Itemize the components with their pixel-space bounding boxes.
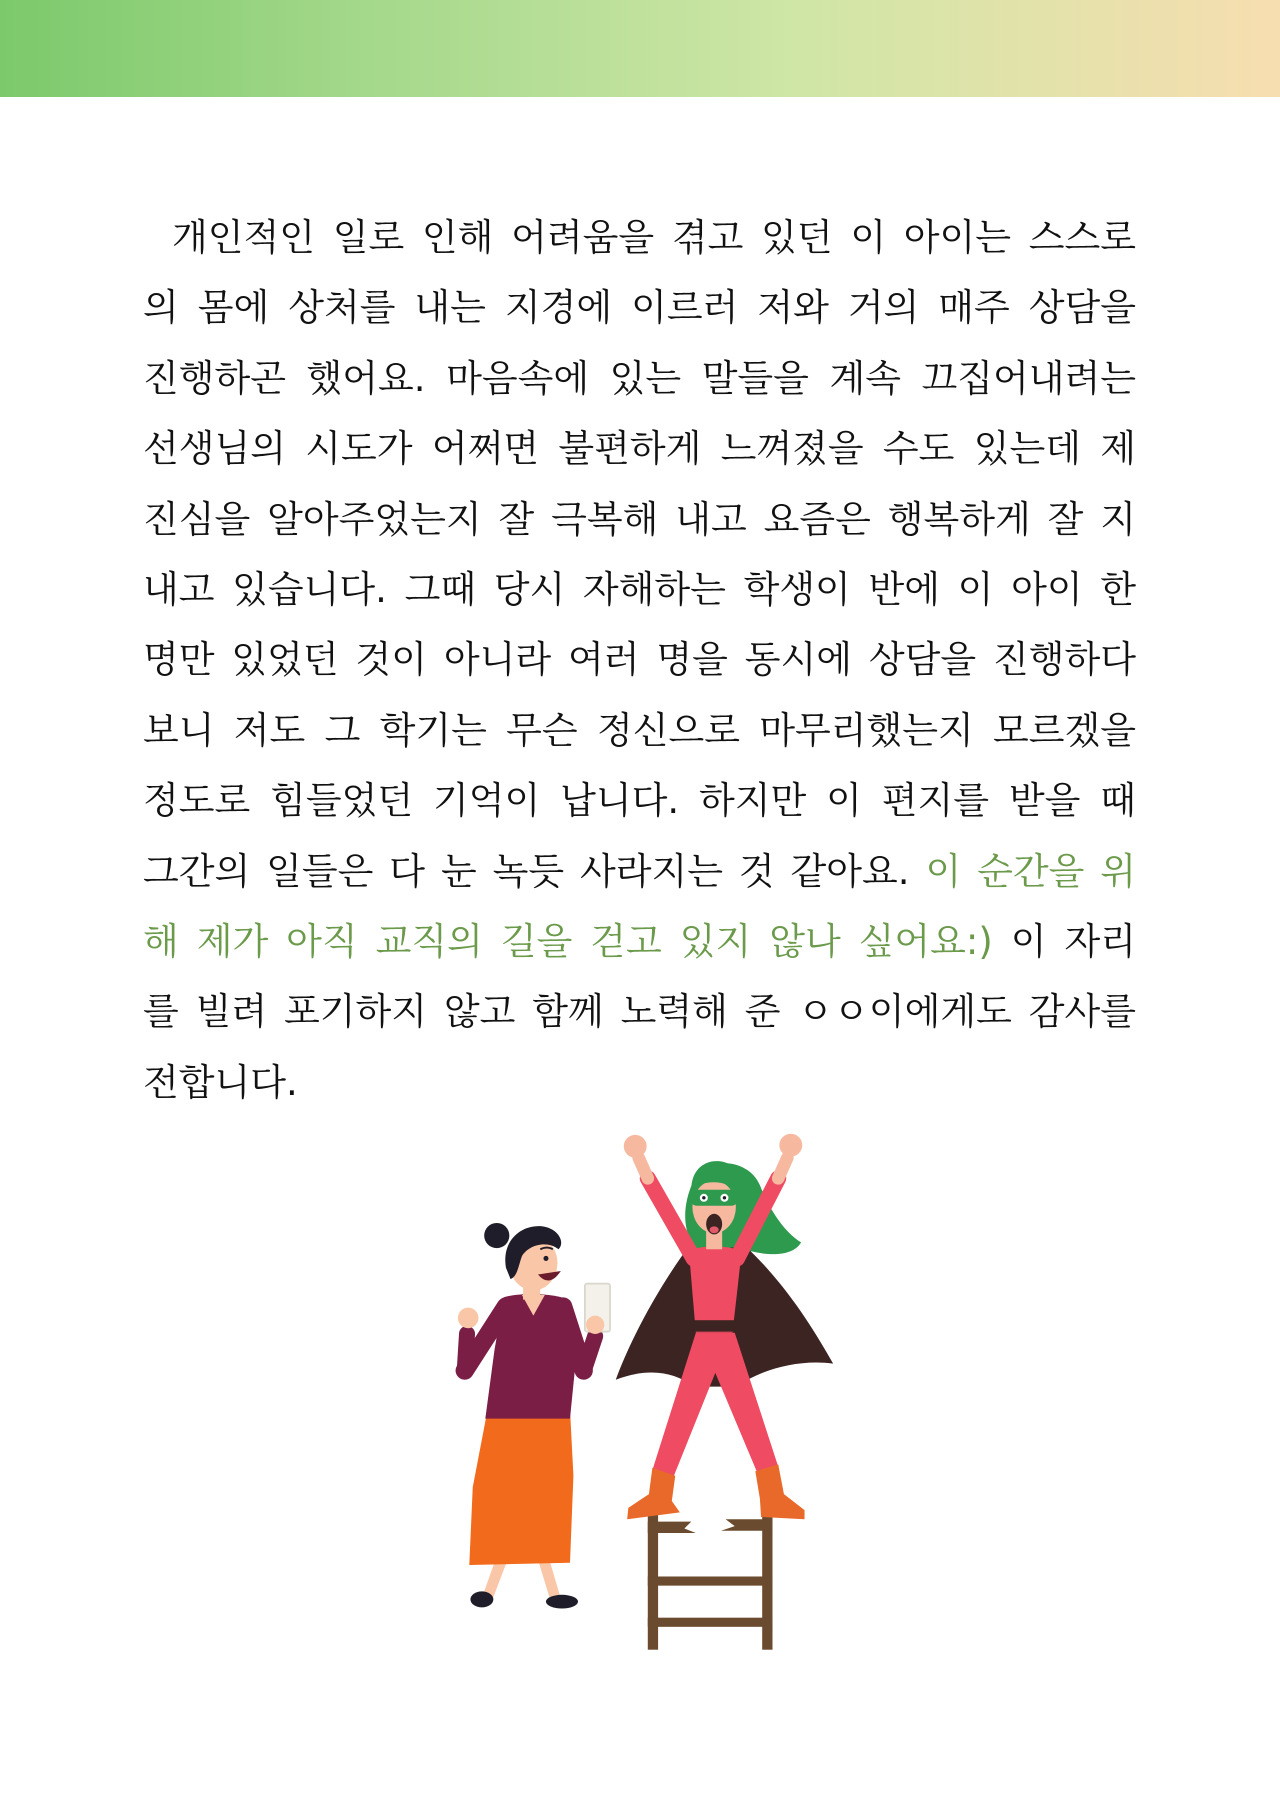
woman-hair-bun <box>484 1223 509 1248</box>
teacher-and-superhero-illustration <box>451 1121 840 1659</box>
superhero-figure <box>616 1134 833 1520</box>
letter-line-text: 그간의 일들은 다 눈 녹듯 사라지는 것 같아요. <box>143 849 910 893</box>
superhero-right-pupil <box>723 1196 726 1199</box>
letter-line <box>143 1048 1136 1118</box>
letter-line <box>143 907 1136 977</box>
letter-line-text: 정도로 힘들었던 기억이 납니다. 하지만 이 편지를 받을 때 <box>143 779 1136 823</box>
superhero-right-boot <box>755 1464 804 1519</box>
ladder-broken-rung-right <box>721 1519 772 1530</box>
letter-line <box>143 837 1136 907</box>
letter-line-text: 진심을 알아주었는지 잘 극복해 내고 요즘은 행복하게 잘 지 <box>143 497 1136 541</box>
superhero-left-fist <box>624 1135 647 1158</box>
superhero-left-forearm <box>639 1158 648 1179</box>
woman-figure <box>458 1223 610 1609</box>
letter-line <box>143 555 1136 625</box>
letter-line-text: 이 자리 <box>1010 919 1136 963</box>
superhero-right-forearm <box>778 1158 787 1179</box>
woman-right-forearm <box>584 1336 595 1370</box>
letter-line-text: 의 몸에 상처를 내는 지경에 이르러 저와 거의 매주 상담을 <box>143 286 1136 330</box>
letter-line-text: 진행하곤 했어요. 마음속에 있는 말들을 계속 끄집어내려는 <box>143 356 1136 400</box>
woman-right-hand <box>586 1316 604 1334</box>
broken-ladder <box>648 1508 773 1650</box>
letter-line-text: 명만 있었던 것이 아니라 여러 명을 동시에 상담을 진행하다 <box>143 638 1136 682</box>
letter-line <box>143 344 1136 414</box>
letter-body <box>143 203 1136 1118</box>
ladder-rung <box>648 1576 773 1585</box>
superhero-tongue <box>710 1226 719 1233</box>
letter-line-text: 개인적인 일로 인해 어려움을 겪고 있던 이 아이는 스스로 <box>172 216 1136 259</box>
highlighted-text: 이 순간을 위 <box>925 849 1136 893</box>
superhero-left-pupil <box>702 1196 705 1199</box>
letter-line-text: 전합니다. <box>143 1060 298 1104</box>
ladder-rung <box>648 1618 773 1627</box>
woman-skirt <box>469 1409 573 1565</box>
letter-line-text: 를 빌려 포기하지 않고 함께 노력해 준 ㅇㅇ이에게도 감사를 <box>143 990 1136 1034</box>
highlighted-text: 해 제가 아직 교직의 길을 걷고 있지 않나 싶어요:) <box>143 919 993 963</box>
woman-left-shoe <box>470 1591 493 1607</box>
letter-line <box>143 977 1136 1047</box>
letter-line-text: 선생님의 시도가 어쩌면 불편하게 느껴졌을 수도 있는데 제 <box>143 427 1136 471</box>
letter-line <box>143 203 1136 273</box>
letter-line-text: 보니 저도 그 학기는 무슨 정신으로 마무리했는지 모르겠을 <box>143 708 1136 752</box>
letter-line <box>143 766 1136 836</box>
superhero-belt <box>694 1320 735 1331</box>
ladder-broken-rung-left <box>648 1522 696 1533</box>
letter-line <box>143 625 1136 695</box>
letter-line-text: 내고 있습니다. 그때 당시 자해하는 학생이 반에 이 아이 한 <box>143 567 1136 611</box>
woman-left-fist <box>458 1308 479 1329</box>
woman-right-shoe <box>546 1595 578 1609</box>
woman-eye <box>543 1256 548 1261</box>
letter-line <box>143 485 1136 555</box>
letter-line <box>143 273 1136 343</box>
superhero-right-fist <box>779 1134 802 1157</box>
letter-line <box>143 696 1136 766</box>
header-gradient-band <box>0 0 1280 97</box>
superhero-mask <box>690 1190 738 1206</box>
woman-left-forearm <box>465 1334 467 1371</box>
superhero-left-boot <box>627 1468 680 1519</box>
letter-line <box>143 414 1136 484</box>
